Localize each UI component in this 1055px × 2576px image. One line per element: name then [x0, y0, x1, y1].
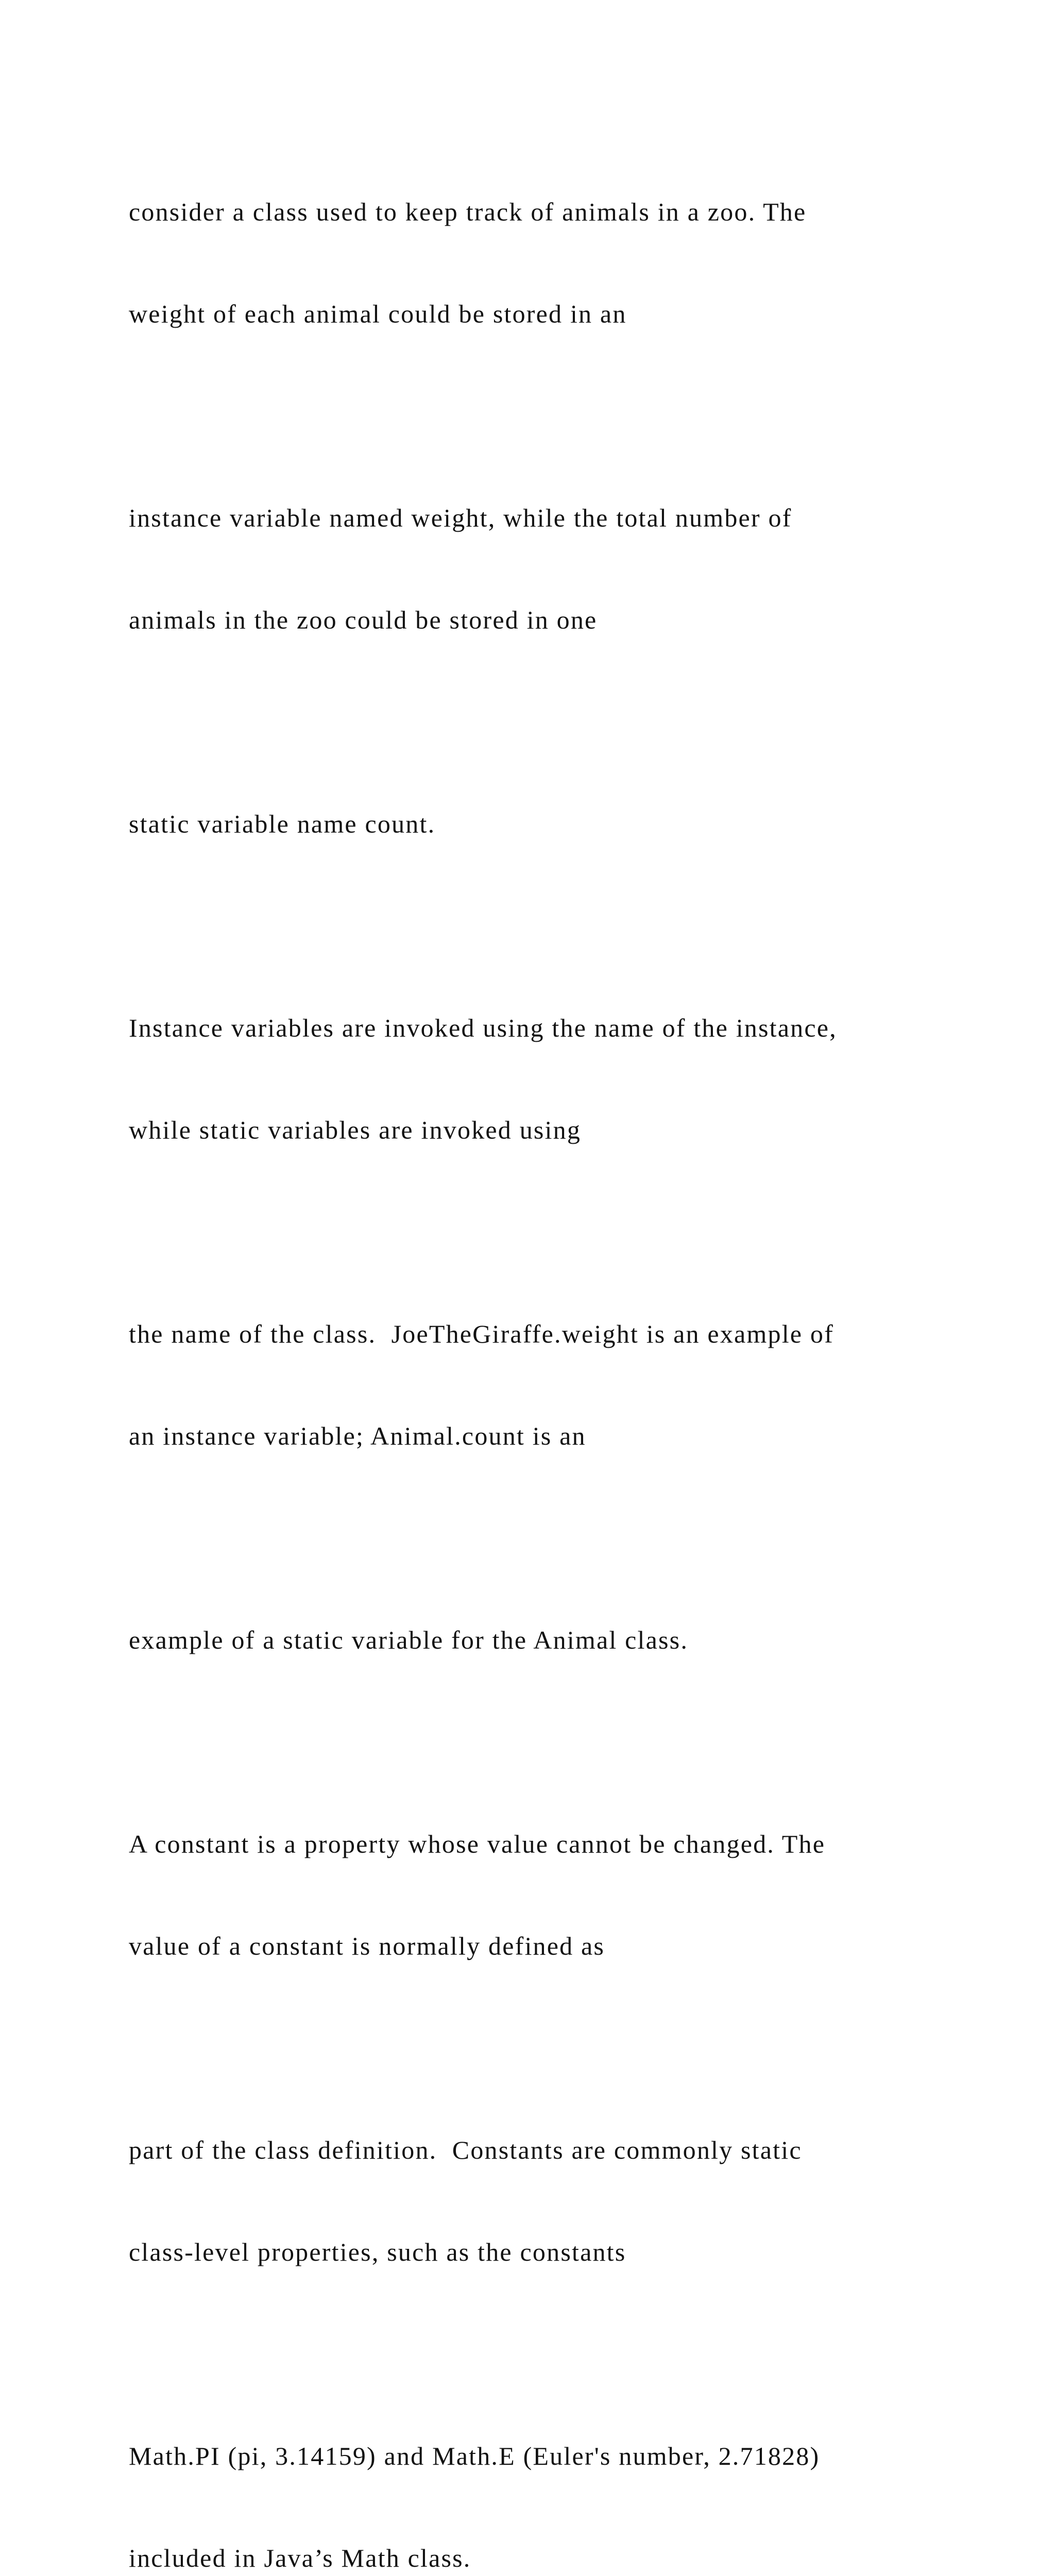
text-line: Math.PI (pi, 3.14159) and Math.E (Euler's number, 2.71828)	[129, 2442, 820, 2470]
paragraph-static-example	[129, 1555, 979, 1725]
text-line: included in Java’s Math class.	[129, 2544, 471, 2572]
text-line: while static variables are invoked using	[129, 1115, 582, 1144]
paragraph-constant-definition	[129, 1759, 979, 2031]
paragraph-zoo-class	[129, 127, 979, 399]
text-line: an instance variable; Animal.count is an	[129, 1421, 586, 1450]
text-line: Instance variables are invoked using the name of the instance,	[129, 1013, 837, 1042]
text-line: instance variable named weight, while the total number of	[129, 503, 792, 532]
text-line: example of a static variable for the Animal class.	[129, 1625, 689, 1654]
text-line: part of the class definition. Constants are commonly static	[129, 2136, 802, 2164]
paragraph-giraffe-example	[129, 1249, 979, 1521]
text-line: static variable name count.	[129, 809, 436, 838]
paragraph-math-constants	[129, 2371, 979, 2576]
text-line: class-level properties, such as the constants	[129, 2238, 626, 2266]
text-line: consider a class used to keep track of animals in a zoo. The	[129, 197, 807, 226]
text-line: animals in the zoo could be stored in one	[129, 605, 598, 634]
text-line: weight of each animal could be stored in an	[129, 299, 627, 328]
paragraph-invocation	[129, 943, 979, 1215]
text-line: value of a constant is normally defined as	[129, 1931, 605, 1960]
text-line: A constant is a property whose value cannot be changed. The	[129, 1829, 826, 1858]
text-line: the name of the class. JoeTheGiraffe.weight is an example of	[129, 1319, 834, 1348]
paragraph-instance-variable	[129, 433, 979, 705]
paragraph-class-level-constants	[129, 2065, 979, 2337]
document-body	[129, 127, 979, 2576]
paragraph-static-variable	[129, 739, 979, 909]
